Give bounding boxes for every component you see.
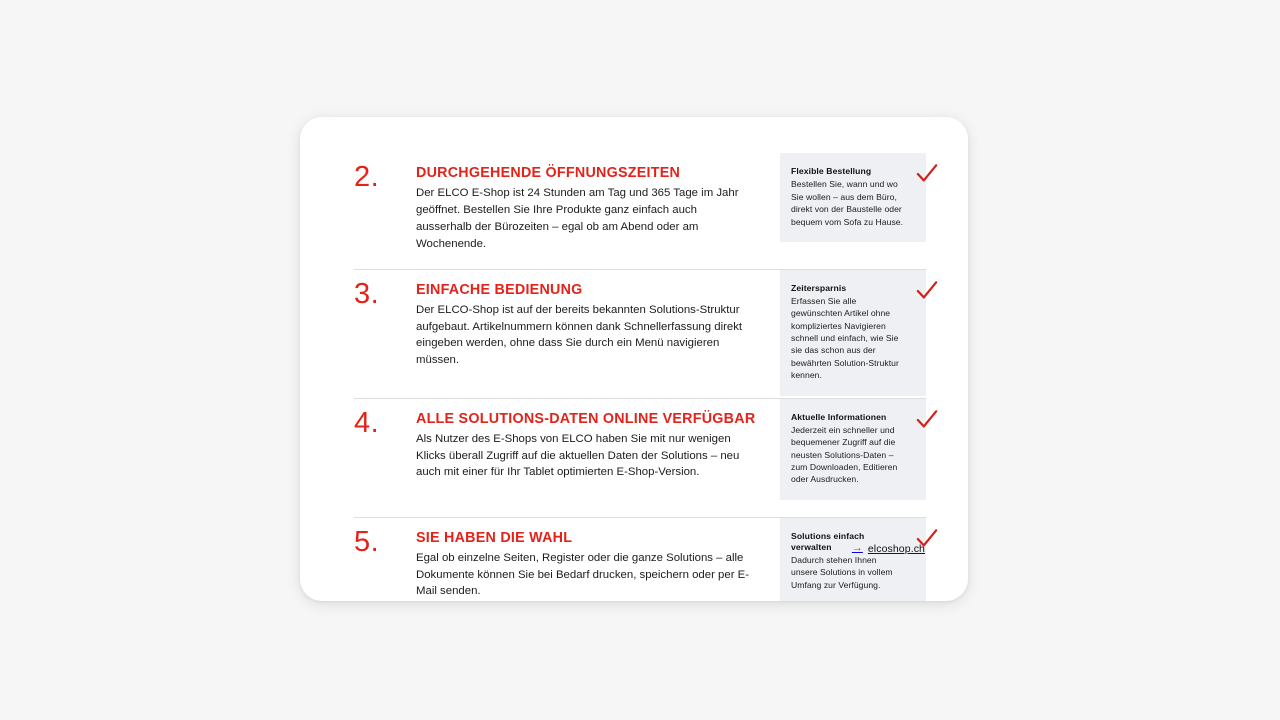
benefit-title: Aktuelle Informationen	[791, 411, 887, 422]
arrow-right-icon: →	[851, 541, 863, 554]
section-number-container	[354, 270, 416, 309]
benefit-title: Zeitersparnis	[791, 282, 847, 293]
benefit-panel	[780, 399, 926, 500]
section-body: Egal ob einzelne Seiten, Register oder die ganze Solutions – alle Dokumente können Sie bei Bedarf drucken, speichern oder per E-Mail senden.	[416, 551, 750, 598]
section-content	[416, 270, 780, 398]
benefit-title: Flexible Bestellung	[791, 166, 872, 176]
elcoshop-link-label: elcoshop.ch	[867, 543, 925, 555]
section-body: Der ELCO E-Shop ist 24 Stunden am Tag und 365 Tage im Jahr geöffnet. Bestellen Sie Ihre Produkte ganz einfach auch ausserhalb der Bürozeiten – egal ob am Abend oder am Wochenende.	[416, 187, 739, 250]
section-content	[416, 153, 780, 269]
benefit-body: Erfassen Sie alle gewünschten Artikel ohne kompliziertes Navigieren schnell und einfach, wie Sie sie das schon aus der bewährten Solution-Struktur kennen.	[791, 295, 899, 381]
section-number: 3.	[354, 277, 380, 310]
section-title: ALLE SOLUTIONS-DATEN ONLINE VERFÜGBAR	[416, 410, 756, 427]
section-number-container	[354, 518, 416, 557]
section-body: Als Nutzer des E-Shops von ELCO haben Sie mit nur wenigen Klicks überall Zugriff auf die aktuellen Daten der Solutions – neu auch mit einer für Ihr Tablet optimierten E-Shop-Version.	[416, 432, 740, 479]
feature-row	[354, 398, 926, 517]
feature-list	[354, 153, 926, 601]
benefit-body: Dadurch stehen Ihnen unsere Solutions in vollem Umfang zur Verfügung.	[791, 554, 893, 590]
section-body: Der ELCO-Shop ist auf der bereits bekannten Solutions-Struktur aufgebaut. Artikelnummern können dank Schnellerfassung direkt eingeben werden, ohne dass Sie durch ein Menü navigieren müssen.	[416, 303, 743, 367]
benefit-panel	[780, 518, 926, 602]
content-card	[300, 117, 968, 601]
benefit-panel-container	[780, 270, 926, 396]
section-content	[416, 518, 780, 602]
feature-row	[354, 269, 926, 398]
section-title: EINFACHE BEDIENUNG	[416, 281, 583, 298]
section-number: 5.	[354, 525, 380, 558]
section-number: 4.	[354, 406, 380, 439]
benefit-panel-container	[780, 518, 926, 602]
benefit-panel-container	[780, 399, 926, 500]
feature-row	[354, 517, 926, 602]
section-title: DURCHGEHENDE ÖFFNUNGSZEITEN	[416, 165, 681, 181]
benefit-title: Solutions einfach verwalten	[791, 530, 865, 552]
elcoshop-link[interactable]	[852, 543, 925, 555]
benefit-body: Bestellen Sie, wann und wo Sie wollen – aus dem Büro, direkt von der Baustelle oder bequem vom Sofa zu Hause.	[791, 179, 904, 227]
section-number: 2.	[354, 161, 380, 193]
section-title: SIE HABEN DIE WAHL	[416, 529, 573, 546]
section-content	[416, 399, 780, 517]
benefit-panel	[780, 153, 926, 242]
benefit-body: Jederzeit ein schneller und bequemener Zugriff auf die neusten Solutions-Daten – zum Downloaden, Editieren oder Ausdrucken.	[791, 424, 898, 485]
benefit-panel-container	[780, 153, 926, 242]
section-number-container	[354, 399, 416, 438]
feature-row	[354, 153, 926, 269]
section-number-container	[354, 153, 416, 192]
benefit-panel	[780, 270, 926, 396]
